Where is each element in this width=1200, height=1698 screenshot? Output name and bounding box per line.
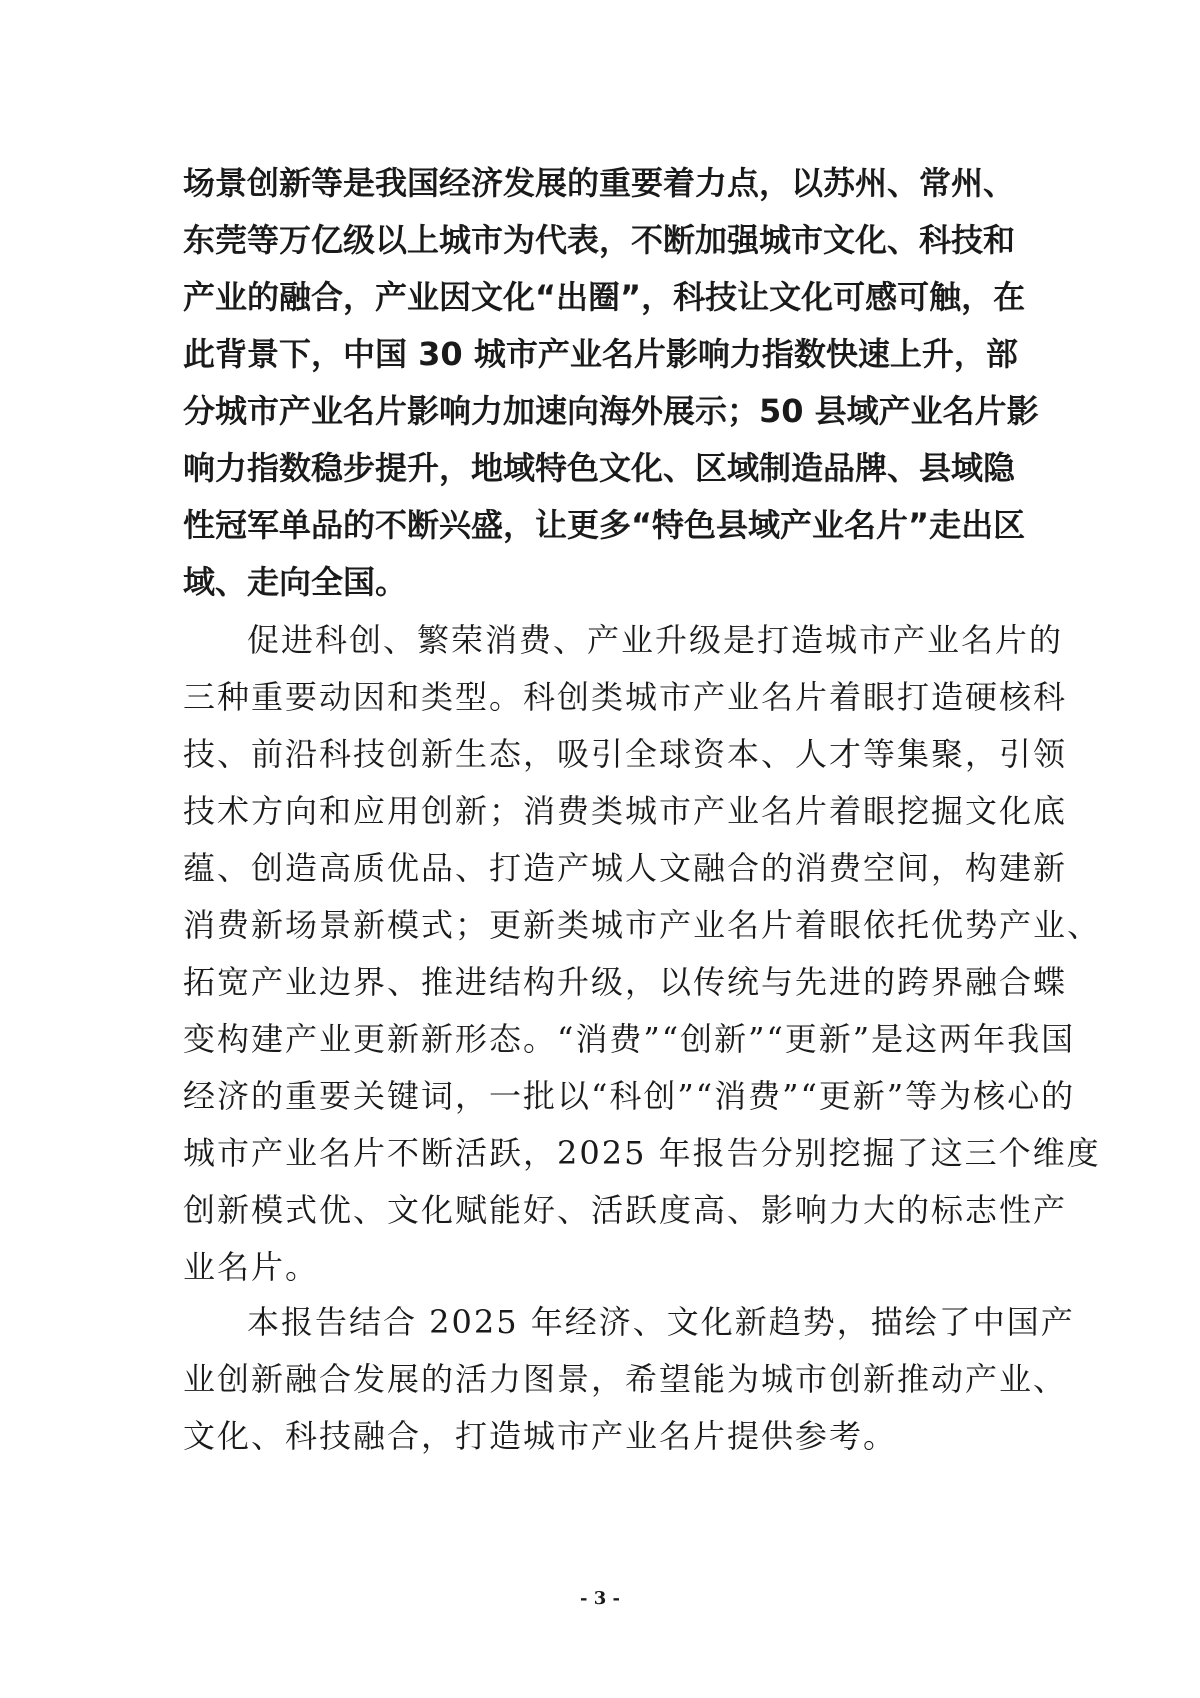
text-line: 域、走向全国。	[183, 563, 408, 601]
text-line: 创新模式优、文化赋能好、活跃度高、影响力大的标志性产	[183, 1191, 1068, 1229]
text-line: 本报告结合 2025 年经济、文化新趋势，描绘了中国产	[247, 1303, 1075, 1341]
text-line: 蕴、创造高质优品、打造产城人文融合的消费空间，构建新	[183, 849, 1068, 887]
text-line: 经济的重要关键词，一批以“科创”“消费”“更新”等为核心的	[183, 1077, 1076, 1115]
paragraph-intro-bold	[183, 155, 1039, 611]
text-line: 分城市产业名片影响力加速向海外展示；50 县域产业名片影	[183, 392, 1039, 430]
text-line: 场景创新等是我国经济发展的重要着力点，以苏州、常州、	[183, 164, 1016, 202]
text-line: 东莞等万亿级以上城市为代表，不断加强城市文化、科技和	[183, 221, 1016, 259]
paragraph-card-types	[183, 612, 1102, 1296]
text-line: 消费新场景新模式；更新类城市产业名片着眼依托优势产业、	[183, 906, 1102, 944]
text-line: 技、前沿科技创新生态，吸引全球资本、人才等集聚，引领	[183, 735, 1068, 773]
text-line: 城市产业名片不断活跃，2025 年报告分别挖掘了这三个维度	[183, 1134, 1101, 1172]
text-line: 业创新融合发展的活力图景，希望能为城市创新推动产业、	[183, 1360, 1068, 1398]
text-line: 三种重要动因和类型。科创类城市产业名片着眼打造硬核科	[183, 678, 1068, 716]
text-line: 技术方向和应用创新；消费类城市产业名片着眼挖掘文化底	[183, 792, 1068, 830]
text-line: 变构建产业更新新形态。“消费”“创新”“更新”是这两年我国	[183, 1020, 1076, 1058]
text-line: 文化、科技融合，打造城市产业名片提供参考。	[183, 1417, 898, 1455]
text-line: 此背景下，中国 30 城市产业名片影响力指数快速上升，部	[183, 335, 1018, 373]
text-line: 拓宽产业边界、推进结构升级，以传统与先进的跨界融合蝶	[183, 963, 1068, 1001]
text-line: 产业的融合，产业因文化“出圈”，科技让文化可感可触，在	[183, 278, 1026, 316]
text-line: 响力指数稳步提升，地域特色文化、区域制造品牌、县域隐	[183, 449, 1016, 487]
text-line: 性冠军单品的不断兴盛，让更多“特色县域产业名片”走出区	[183, 506, 1026, 544]
paragraph-conclusion	[183, 1294, 1075, 1465]
text-line: 业名片。	[183, 1248, 320, 1286]
text-line: 促进科创、繁荣消费、产业升级是打造城市产业名片的	[247, 621, 1064, 659]
page-number: - 3 -	[580, 1588, 620, 1609]
